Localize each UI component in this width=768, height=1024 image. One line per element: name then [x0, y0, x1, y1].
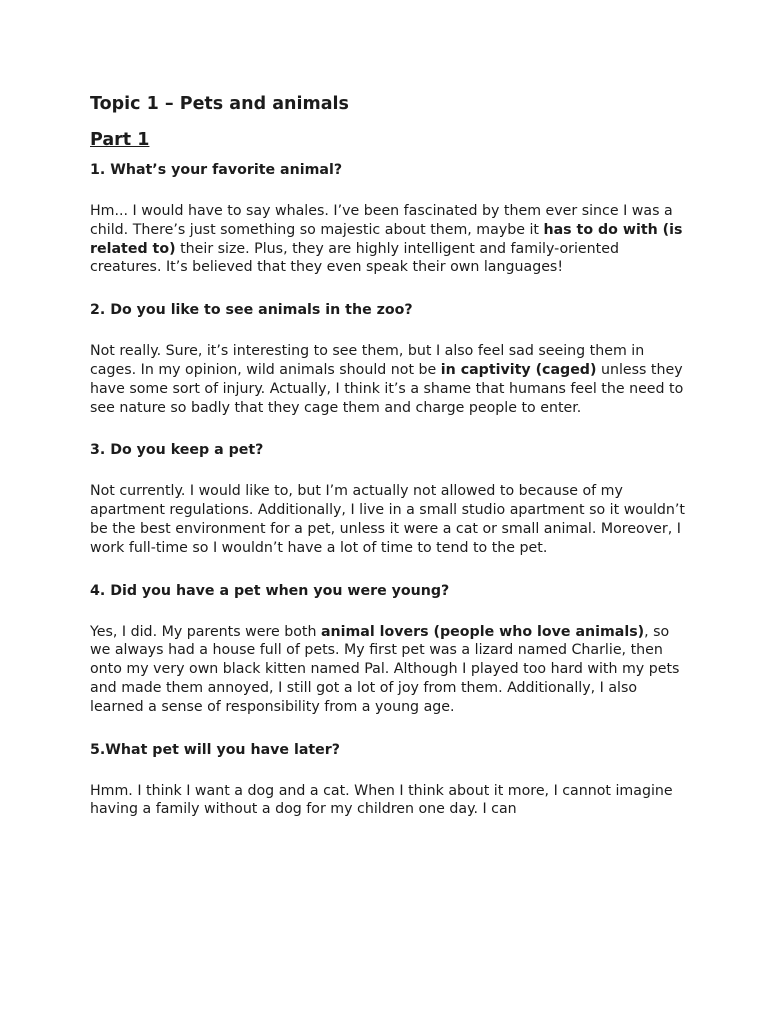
answer-1-text-b: their size. Plus, they are highly intelligent and family-oriented creatures. It’s believed that they even speak their own languages! — [90, 240, 619, 276]
question-2: 2. Do you like to see animals in the zoo? — [90, 302, 413, 319]
answer-2-text-a: Not really. Sure, it’s interesting to see them, but I also feel sad seeing them in cages. In my opinion, wild animals should not be — [90, 343, 645, 378]
qa-1 — [90, 160, 690, 277]
topic-title: Topic 1 – Pets and animals — [90, 94, 349, 114]
answer-2-text-b: unless they have some sort of injury. Actually, I think it’s a shame that humans feel the need to see nature so badly that they cage them and charge people to enter. — [90, 361, 684, 416]
answer-5-text: Hmm. I think I want a dog and a cat. When I think about it more, I cannot imagine having a family without a dog for my children one day. I can — [90, 782, 673, 818]
answer-4-text-a: Yes, I did. My parents were both — [90, 623, 321, 640]
answer-1-highlight: has to do with (is related to) — [90, 221, 683, 257]
qa-2 — [90, 300, 690, 417]
qa-4 — [90, 581, 690, 717]
question-4: 4. Did you have a pet when you were young? — [90, 582, 450, 599]
part-title: Part 1 — [90, 130, 150, 150]
answer-3-text: Not currently. I would like to, but I’m actually not allowed to because of my apartment regulations. Additionally, I live in a small studio apartment so it wouldn’t be the best environment for a pet, unless it were a cat or small animal. Moreover, I work full-time so I wouldn’t have a lot of time to tend to the pet. — [90, 483, 685, 556]
answer-3 — [90, 482, 690, 557]
answer-5 — [90, 782, 690, 820]
answer-2-highlight: in captivity (caged) — [440, 361, 597, 378]
question-1: 1. What’s your favorite animal? — [90, 162, 343, 178]
document-page — [90, 92, 690, 842]
answer-4-text-b: , so we always had a house full of pets. My first pet was a lizard named Charlie, then onto my very own black kitten named Pal. Although I played too hard with my pets and made them annoyed, I still got a lot of joy from them. Additionally, I also learned a sense of responsibility from a young age. — [90, 623, 680, 715]
answer-2 — [90, 342, 690, 417]
answer-1-text-a: Hm... I would have to say whales. I’ve been fascinated by them ever since I was a child. There’s just something so majestic about them, maybe it — [90, 203, 673, 238]
answer-4-highlight: animal lovers (people who love animals) — [320, 623, 645, 640]
question-3: 3. Do you keep a pet? — [90, 442, 264, 459]
answer-1 — [90, 202, 690, 277]
qa-3 — [90, 440, 690, 557]
answer-4 — [90, 623, 690, 717]
qa-5 — [90, 740, 690, 820]
question-5: 5.What pet will you have later? — [90, 741, 341, 758]
